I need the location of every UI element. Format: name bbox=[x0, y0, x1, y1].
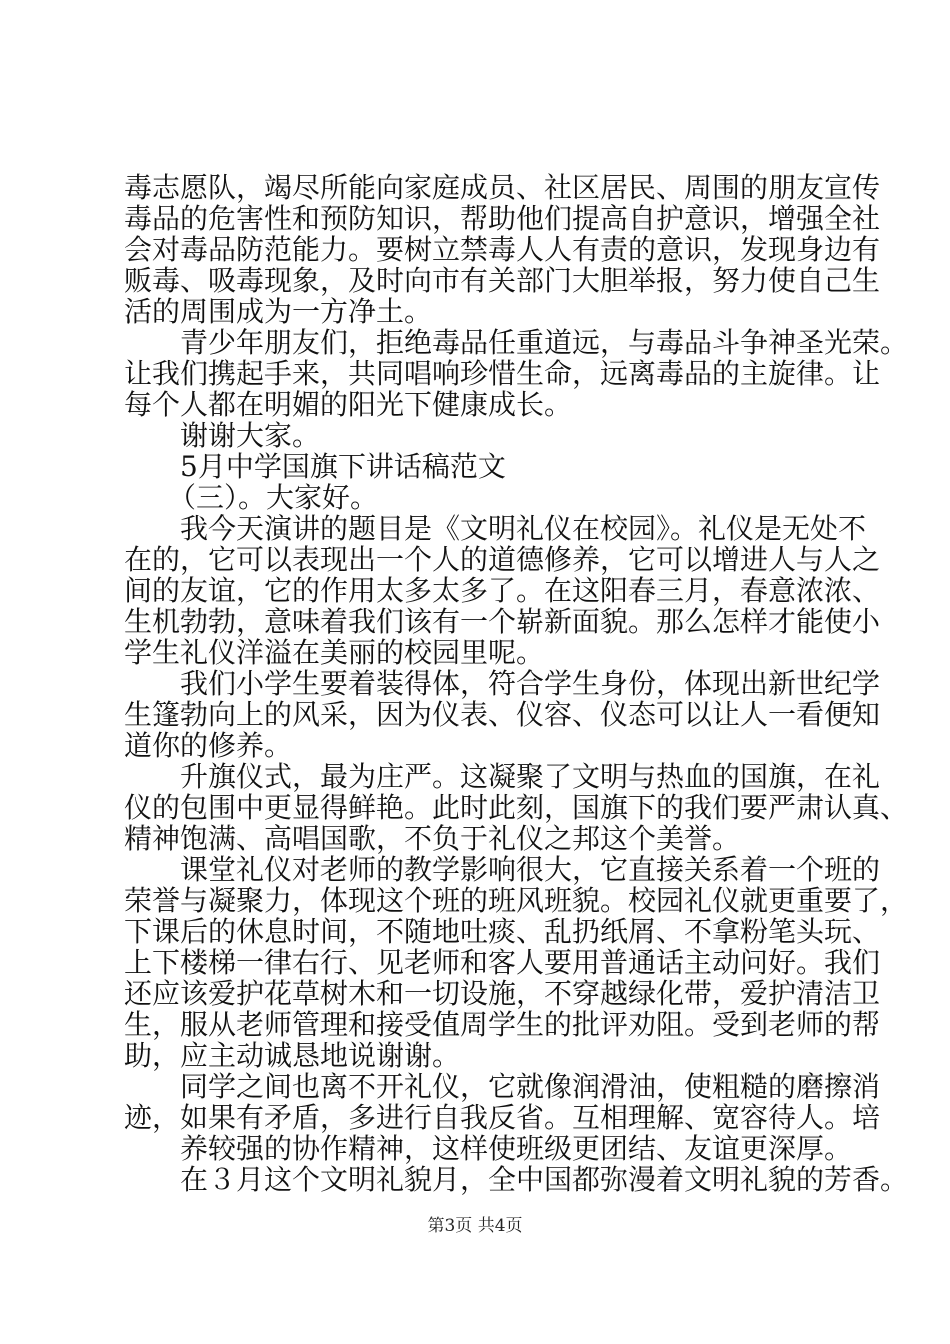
text-line: 迹，如果有矛盾，多进行自我反省。互相理解、宽容待人。培 bbox=[124, 1101, 881, 1134]
text-line: 精神饱满、高唱国歌，不负于礼仪之邦这个美誉。 bbox=[124, 822, 741, 855]
text-line: 会对毒品防范能力。要树立禁毒人人有责的意识，发现身边有 bbox=[124, 233, 881, 266]
text-line: 上下楼梯一律右行、见老师和客人要用普通话主动问好。我们 bbox=[124, 946, 881, 979]
text-line: 让我们携起手来，共同唱响珍惜生命，远离毒品的主旋律。让 bbox=[124, 357, 881, 390]
text-line: 活的周围成为一方净土。 bbox=[124, 295, 433, 328]
text-line: 生篷勃向上的风采，因为仪表、仪容、仪态可以让人一看便知 bbox=[124, 698, 881, 731]
text-line: 荣誉与凝聚力，体现这个班的班风班貌。校园礼仪就更重要了， bbox=[124, 884, 909, 917]
text-line: 下课后的休息时间，不随地吐痰、乱扔纸屑、不拿粉笔头玩、 bbox=[124, 915, 881, 948]
text-line: 青少年朋友们，拒绝毒品任重道远，与毒品斗争神圣光荣。 bbox=[180, 326, 909, 359]
text-line: 课堂礼仪对老师的教学影响很大，它直接关系着一个班的 bbox=[180, 853, 881, 886]
text-line: 每个人都在明媚的阳光下健康成长。 bbox=[124, 388, 573, 421]
text-line: 我今天演讲的题目是《文明礼仪在校园》。礼仪是无处不 bbox=[180, 512, 867, 545]
text-line: 还应该爱护花草树木和一切设施，不穿越绿化带，爱护清洁卫 bbox=[124, 977, 881, 1010]
page-number: 第3页 共4页 bbox=[427, 1216, 523, 1236]
text-line: 谢谢大家。 bbox=[180, 419, 321, 452]
text-line: 生机勃勃，意味着我们该有一个崭新面貌。那么怎样才能使小 bbox=[124, 605, 881, 638]
text-line: 助，应主动诚恳地说谢谢。 bbox=[124, 1039, 461, 1072]
page-footer bbox=[0, 1214, 950, 1238]
text-line: 同学之间也离不开礼仪，它就像润滑油，使粗糙的磨擦消 bbox=[180, 1070, 881, 1103]
text-line: 生，服从老师管理和接受值周学生的批评劝阻。受到老师的帮 bbox=[124, 1008, 881, 1041]
text-line: 毒品的危害性和预防知识，帮助他们提高自护意识，增强全社 bbox=[124, 202, 881, 235]
text-line: 道你的修养。 bbox=[124, 729, 293, 762]
text-line: 我们小学生要着装得体，符合学生身份，体现出新世纪学 bbox=[180, 667, 881, 700]
text-line: 贩毒、吸毒现象，及时向市有关部门大胆举报，努力使自己生 bbox=[124, 264, 881, 297]
text-line: 毒志愿队，竭尽所能向家庭成员、社区居民、周围的朋友宣传 bbox=[124, 171, 881, 204]
text-line: 升旗仪式，最为庄严。这凝聚了文明与热血的国旗，在礼 bbox=[180, 760, 881, 793]
section-title: 5月中学国旗下讲话稿范文 bbox=[180, 450, 506, 483]
text-line: 仪的包围中更显得鲜艳。此时此刻，国旗下的我们要严肃认真、 bbox=[124, 791, 909, 824]
text-line: 间的友谊，它的作用太多太多了。在这阳春三月，春意浓浓、 bbox=[124, 574, 881, 607]
text-line: （三）。大家好。 bbox=[168, 481, 379, 514]
text-line: 在的，它可以表现出一个人的道德修养，它可以增进人与人之 bbox=[124, 543, 881, 576]
text-line: 在３月这个文明礼貌月，全中国都弥漫着文明礼貌的芳香。 bbox=[180, 1163, 909, 1196]
text-line: 学生礼仪洋溢在美丽的校园里呢。 bbox=[124, 636, 545, 669]
text-line: 养较强的协作精神，这样使班级更团结、友谊更深厚。 bbox=[180, 1132, 853, 1165]
